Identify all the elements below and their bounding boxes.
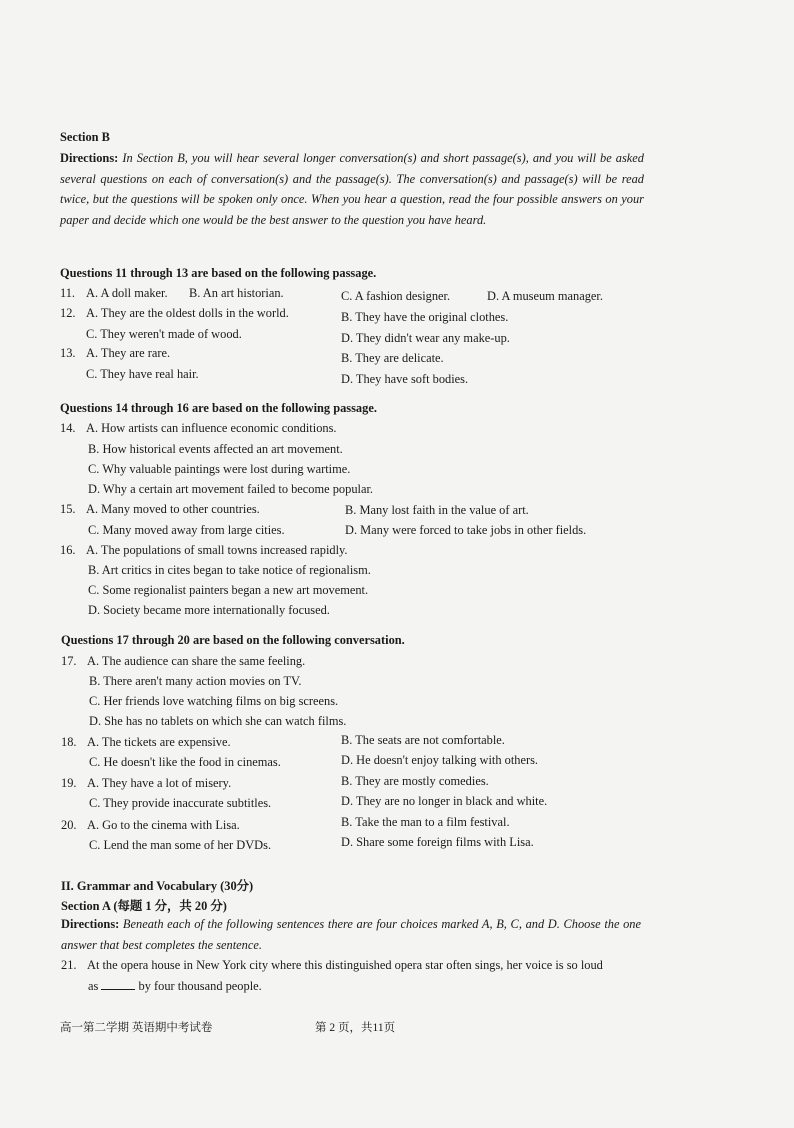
option-c: C. Her friends love watching films on big screens. (89, 694, 339, 708)
section-b-title: Section B (60, 130, 110, 144)
option-a: A. Go to the cinema with Lisa. (87, 818, 240, 832)
option-d: D. Many were forced to take jobs in other fields. (345, 523, 587, 537)
option-c: C. They have real hair. (86, 367, 199, 381)
question-12: 12. A. They are the oldest dolls in the world. (60, 306, 289, 320)
option-a: A. A doll maker. (86, 286, 168, 300)
option-b: B. An art historian. (189, 286, 284, 300)
option-a: A. How artists can influence economic conditions. (86, 421, 337, 435)
question-20: 20. A. Go to the cinema with Lisa. (61, 818, 240, 832)
section-b-directions (60, 148, 644, 230)
option-c: C. He doesn't like the food in cinemas. (89, 755, 281, 769)
option-d: D. Society became more internationally focused. (88, 603, 330, 617)
option-a: A. The populations of small towns increased rapidly. (86, 543, 348, 557)
option-d: D. They have soft bodies. (341, 372, 469, 386)
group2-heading: Questions 14 through 16 are based on the following passage. (60, 401, 377, 415)
option-d: D. He doesn't enjoy talking with others. (341, 753, 539, 767)
option-d: D. She has no tablets on which she can watch films. (89, 714, 347, 728)
option-b: B. They are mostly comedies. (341, 774, 489, 788)
question-21-line2: as by four thousand people. (88, 979, 262, 993)
option-d: D. Why a certain art movement failed to become popular. (88, 482, 373, 496)
option-c: C. Many moved away from large cities. (88, 523, 285, 537)
question-14: 14. A. How artists can influence economic conditions. (60, 421, 337, 435)
option-d: D. A museum manager. (487, 289, 603, 303)
question-21: 21. At the opera house in New York city where this distinguished opera star often sings, her voice is so loud (61, 958, 603, 972)
question-16: 16. A. The populations of small towns increased rapidly. (60, 543, 348, 557)
question-18: 18. A. The tickets are expensive. (61, 735, 231, 749)
question-15: 15. A. Many moved to other countries. (60, 502, 260, 516)
option-c: C. Why valuable paintings were lost during wartime. (88, 462, 351, 476)
footer-page-number: 第 2 页，共11页 (315, 1022, 396, 1034)
option-c: C. They weren't made of wood. (86, 327, 242, 341)
question-11: 11. A. A doll maker. (60, 286, 168, 300)
directions-label: Directions: (61, 917, 120, 931)
part2-section-a: Section A (每题 1 分，共 20 分) (61, 899, 227, 913)
option-a: A. The audience can share the same feeling. (87, 654, 306, 668)
question-19: 19. A. They have a lot of misery. (61, 776, 232, 790)
option-a: A. The tickets are expensive. (87, 735, 231, 749)
group3-heading: Questions 17 through 20 are based on the following conversation. (61, 633, 405, 647)
option-c: C. They provide inaccurate subtitles. (89, 796, 272, 810)
option-b: B. They are delicate. (341, 351, 444, 365)
option-a: A. They are the oldest dolls in the world. (86, 306, 289, 320)
directions-text: In Section B, you will hear several longer conversation(s) and short passage(s), and you will be asked several questions on each of conversation(s) and the passage(s). The conversation(s) and passage(s) will be read twice, but the questions will be spoken only once. When you hear a question, read the four possible answers on your paper and decide which one would be the best answer to the question you have heard. (60, 151, 644, 227)
option-b: B. How historical events affected an art movement. (88, 442, 343, 456)
question-13: 13. A. They are rare. (60, 346, 171, 360)
footer-exam-title: 高一第二学期 英语期中考试卷 (60, 1022, 213, 1034)
directions-text: Beneath each of the following sentences there are four choices marked A, B, C, and D. Choose the one answer that best completes the sentence. (61, 917, 641, 952)
part2-directions (61, 914, 641, 955)
option-b: B. Art critics in cites began to take notice of regionalism. (88, 563, 371, 577)
option-a: A. Many moved to other countries. (86, 502, 260, 516)
question-21-line1: At the opera house in New York city where this distinguished opera star often sings, her voice is so loud (87, 958, 603, 972)
group1-heading: Questions 11 through 13 are based on the following passage. (60, 266, 377, 280)
option-b: B. Many lost faith in the value of art. (345, 503, 529, 517)
part2-title: II. Grammar and Vocabulary (30分) (61, 879, 254, 893)
option-c: C. Lend the man some of her DVDs. (89, 838, 272, 852)
answer-blank (101, 978, 135, 990)
option-d: D. Share some foreign films with Lisa. (341, 835, 534, 849)
option-b: B. There aren't many action movies on TV. (89, 674, 302, 688)
directions-label: Directions: (60, 151, 119, 165)
option-d: D. They are no longer in black and white. (341, 794, 548, 808)
option-b: B. Take the man to a film festival. (341, 815, 510, 829)
option-b: B. They have the original clothes. (341, 310, 509, 324)
option-d: D. They didn't wear any make-up. (341, 331, 510, 345)
option-c: C. A fashion designer. (341, 289, 451, 303)
question-17: 17. A. The audience can share the same feeling. (61, 654, 306, 668)
option-c: C. Some regionalist painters began a new art movement. (88, 583, 369, 597)
option-b: B. The seats are not comfortable. (341, 733, 505, 747)
option-a: A. They have a lot of misery. (87, 776, 232, 790)
option-a: A. They are rare. (86, 346, 171, 360)
